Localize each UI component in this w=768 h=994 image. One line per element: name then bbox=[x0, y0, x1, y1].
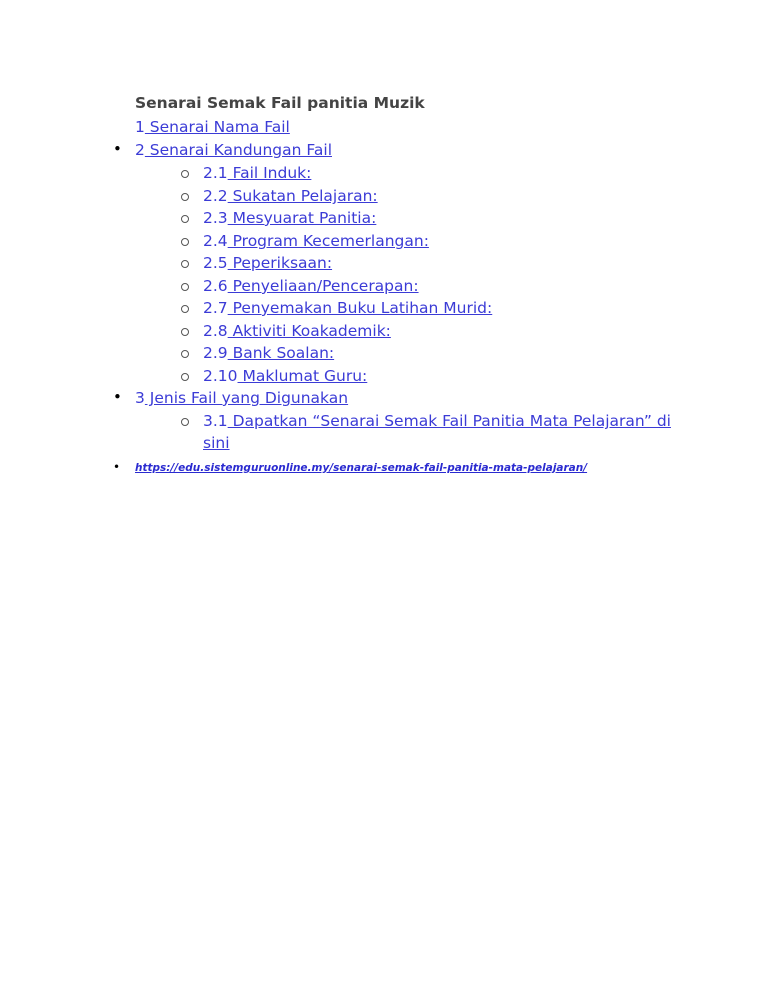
toc-number: 2.5 bbox=[203, 254, 228, 272]
toc-link-2[interactable] bbox=[135, 139, 332, 161]
toc-number: 1 bbox=[135, 118, 145, 136]
toc-number: 2.1 bbox=[203, 164, 228, 182]
toc-link-text: Peperiksaan: bbox=[227, 254, 333, 272]
toc-link-text: sini bbox=[203, 434, 230, 452]
toc-link-text: Fail Induk: bbox=[227, 164, 312, 182]
toc-number: 2 bbox=[135, 141, 145, 159]
toc-link-text: Program Kecemerlangan: bbox=[227, 232, 429, 250]
page-title: Senarai Semak Fail panitia Muzik bbox=[135, 94, 425, 112]
toc-link-text: Dapatkan “Senarai Semak Fail Panitia Mata Pelajaran” di bbox=[227, 412, 671, 430]
toc-link-text: Sukatan Pelajaran: bbox=[227, 187, 378, 205]
sub-bullet-icon bbox=[181, 350, 189, 358]
sub-bullet-icon bbox=[181, 170, 189, 178]
toc-number: 3 bbox=[135, 389, 145, 407]
toc-number: 2.3 bbox=[203, 209, 228, 227]
toc-number: 2.7 bbox=[203, 299, 228, 317]
toc-link-text: Penyeliaan/Pencerapan: bbox=[227, 277, 419, 295]
toc-link-3-1[interactable] bbox=[203, 410, 671, 432]
toc-link-3-1-continued[interactable] bbox=[203, 432, 230, 454]
toc-link-text: Bank Soalan: bbox=[227, 344, 335, 362]
toc-link-2-3[interactable] bbox=[203, 207, 376, 229]
toc-link-2-4[interactable] bbox=[203, 230, 429, 252]
toc-link-2-7[interactable] bbox=[203, 297, 492, 319]
toc-link-text: Senarai Kandungan Fail bbox=[144, 141, 332, 159]
toc-number: 2.4 bbox=[203, 232, 228, 250]
toc-number: 2.2 bbox=[203, 187, 228, 205]
toc-link-text: Maklumat Guru: bbox=[237, 367, 368, 385]
bullet-icon: • bbox=[113, 460, 121, 474]
bullet-icon: • bbox=[113, 388, 122, 406]
toc-link-2-5[interactable] bbox=[203, 252, 332, 274]
sub-bullet-icon bbox=[181, 260, 189, 268]
toc-link-2-1[interactable] bbox=[203, 162, 311, 184]
toc-number: 3.1 bbox=[203, 412, 228, 430]
sub-bullet-icon bbox=[181, 238, 189, 246]
toc-link-text: Aktiviti Koakademik: bbox=[227, 322, 391, 340]
sub-bullet-icon bbox=[181, 418, 189, 426]
source-url-link[interactable]: https://edu.sistemguruonline.my/senarai-semak-fail-panitia-mata-pelajaran/ bbox=[135, 462, 588, 474]
sub-bullet-icon bbox=[181, 328, 189, 336]
toc-link-2-9[interactable] bbox=[203, 342, 334, 364]
toc-link-text: Penyemakan Buku Latihan Murid: bbox=[227, 299, 493, 317]
toc-link-text: Senarai Nama Fail bbox=[144, 118, 290, 136]
sub-bullet-icon bbox=[181, 193, 189, 201]
toc-link-2-10[interactable] bbox=[203, 365, 367, 387]
bullet-icon: • bbox=[113, 140, 122, 158]
toc-number: 2.6 bbox=[203, 277, 228, 295]
sub-bullet-icon bbox=[181, 283, 189, 291]
toc-link-2-8[interactable] bbox=[203, 320, 391, 342]
toc-link-text: Mesyuarat Panitia: bbox=[227, 209, 377, 227]
toc-number: 2.10 bbox=[203, 367, 238, 385]
sub-bullet-icon bbox=[181, 215, 189, 223]
toc-number: 2.8 bbox=[203, 322, 228, 340]
toc-link-text: Jenis Fail yang Digunakan bbox=[144, 389, 349, 407]
toc-link-1[interactable] bbox=[135, 116, 290, 138]
toc-link-2-2[interactable] bbox=[203, 185, 378, 207]
toc-link-3[interactable] bbox=[135, 387, 348, 409]
sub-bullet-icon bbox=[181, 305, 189, 313]
toc-link-2-6[interactable] bbox=[203, 275, 419, 297]
toc-number: 2.9 bbox=[203, 344, 228, 362]
sub-bullet-icon bbox=[181, 373, 189, 381]
